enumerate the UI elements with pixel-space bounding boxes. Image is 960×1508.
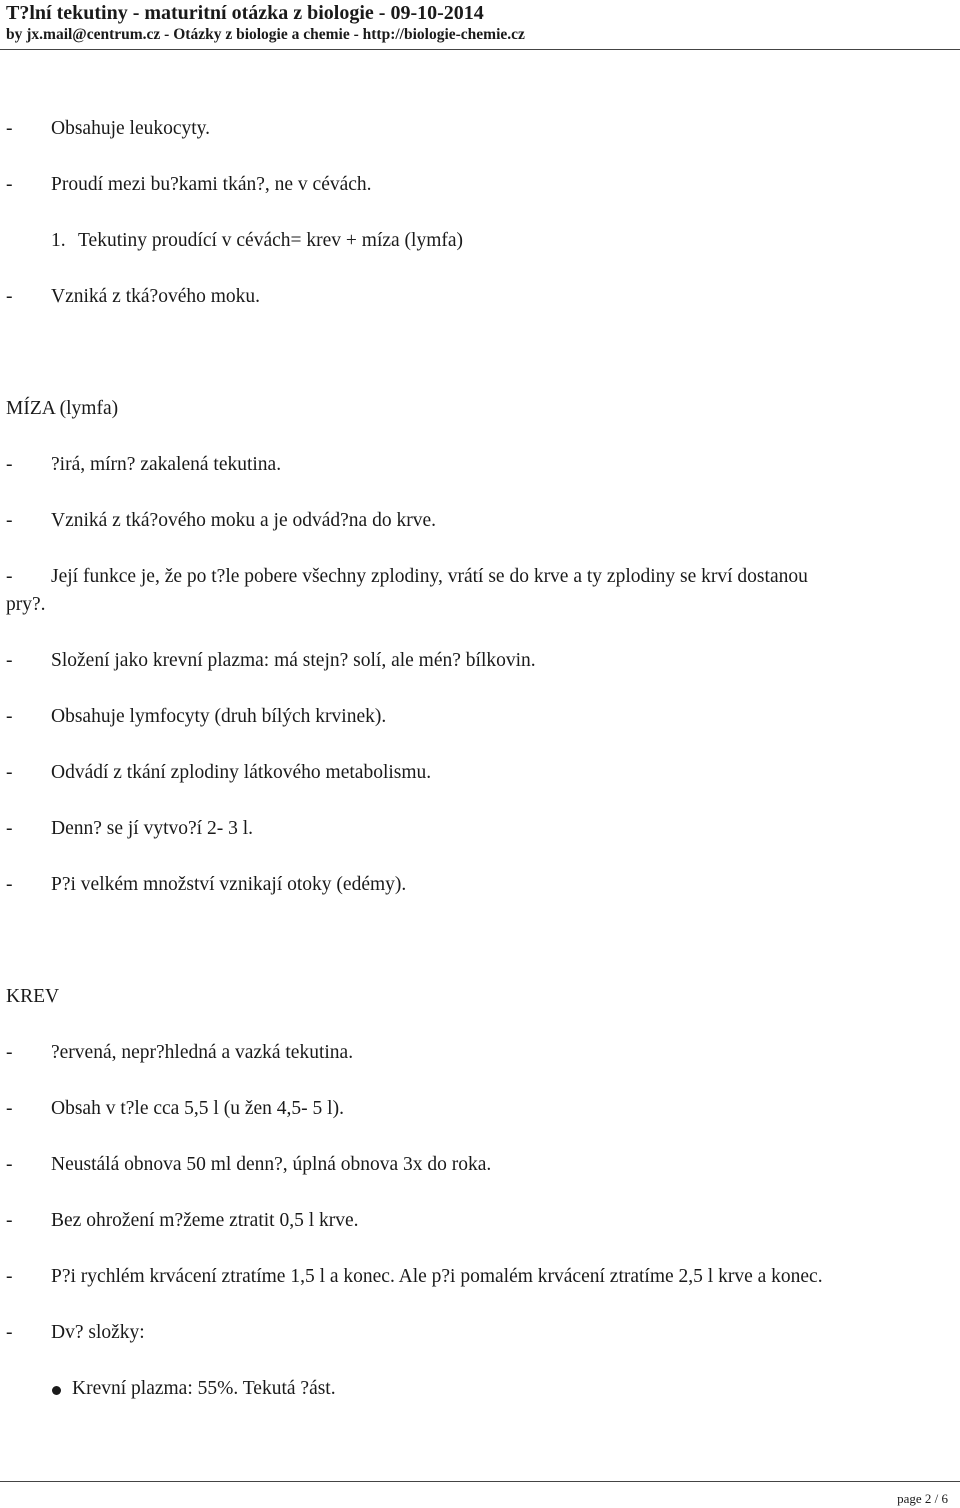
section-heading-krev: KREV — [6, 986, 60, 1007]
page-header — [6, 0, 956, 45]
header-divider — [0, 49, 960, 50]
document-title: T?lní tekutiny - maturitní otázka z biologie - 09-10-2014 — [6, 2, 484, 24]
document-byline: by jx.mail@centrum.cz - Otázky z biologie a chemie - http://biologie-chemie.cz — [6, 26, 525, 43]
page-number: page 2 / 6 — [897, 1491, 948, 1506]
footer-divider — [0, 1481, 960, 1482]
section-heading-miza: MÍZA (lymfa) — [6, 398, 119, 419]
list-item-continuation: pry?. — [6, 594, 46, 615]
bullet-icon — [52, 1386, 61, 1395]
